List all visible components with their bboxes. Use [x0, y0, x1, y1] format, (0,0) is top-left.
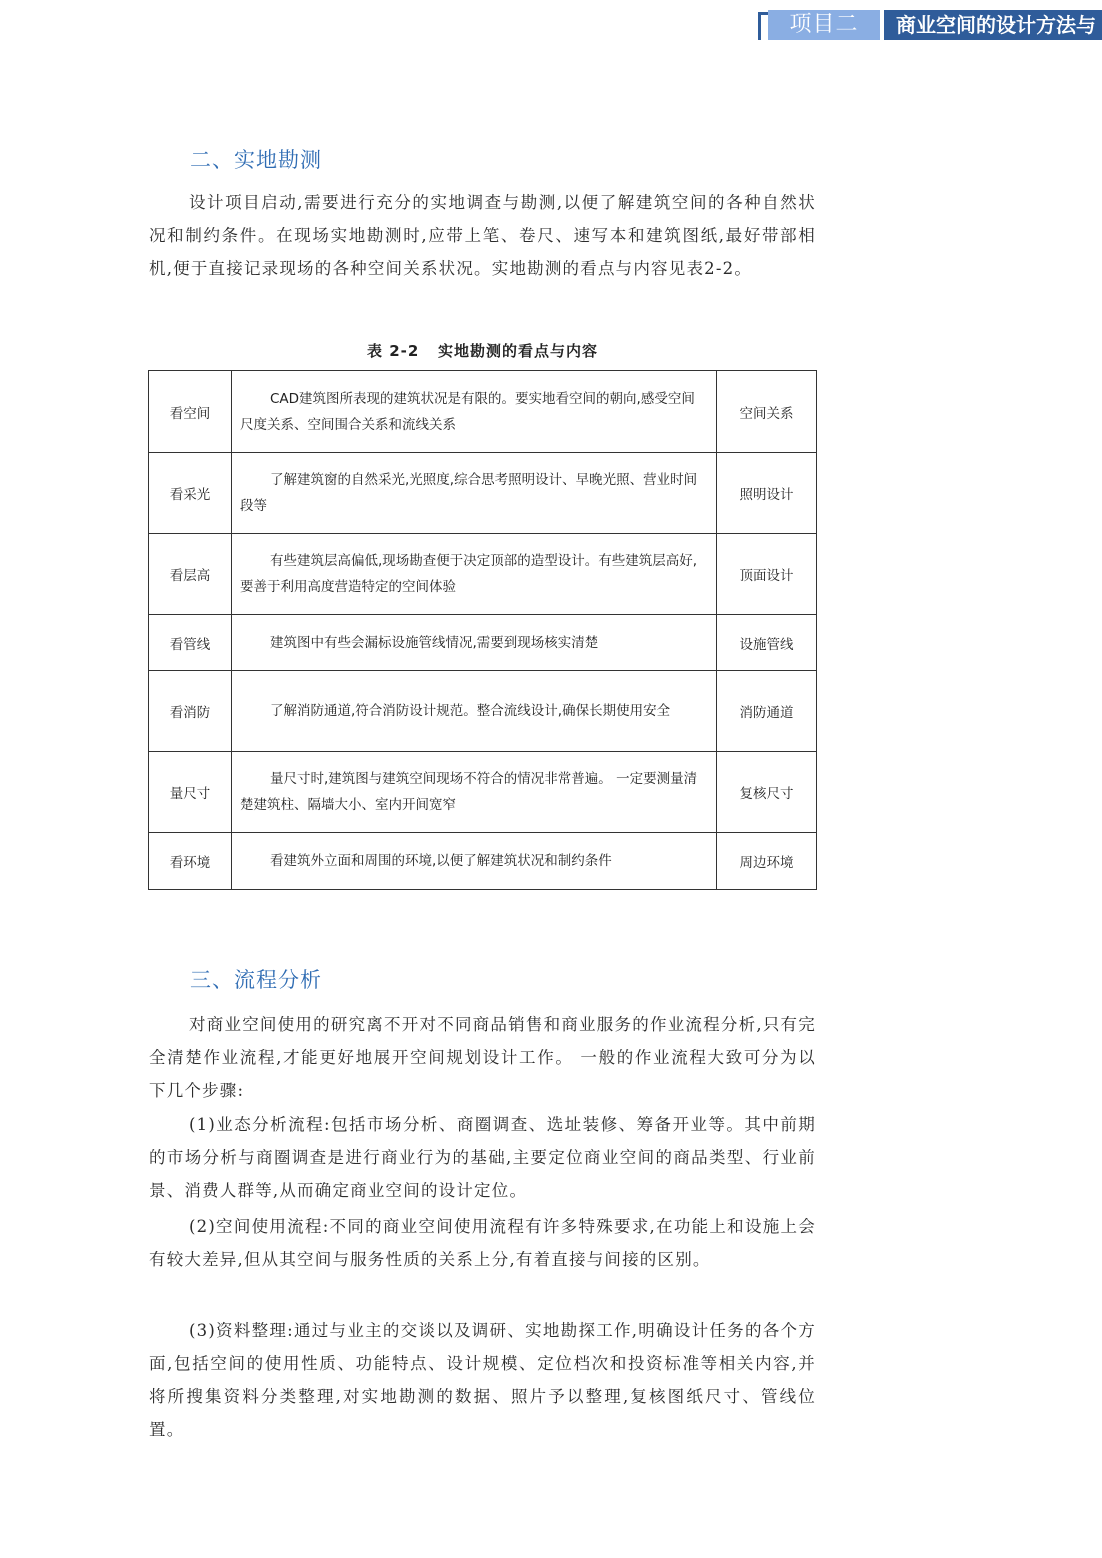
table-cell-item: 看采光 — [149, 453, 232, 534]
survey-table — [148, 370, 817, 890]
table-row — [149, 833, 817, 890]
table-cell-focus: 空间关系 — [717, 371, 817, 453]
table-cell-content: 建筑图中有些会漏标设施管线情况,需要到现场核实清楚 — [232, 615, 717, 671]
table-row — [149, 671, 817, 752]
table-cell-item: 看层高 — [149, 534, 232, 615]
table-cell-content: 了解消防通道,符合消防设计规范。整合流线设计,确保长期使用安全 — [232, 671, 717, 752]
section-title-survey: 二、实地勘测 — [190, 148, 322, 172]
table-cell-focus: 照明设计 — [717, 453, 817, 534]
table-cell-content: 看建筑外立面和周围的环境,以便了解建筑状况和制约条件 — [232, 833, 717, 890]
header-corner-mark-vertical — [758, 12, 761, 40]
table-caption: 表 2-2 实地勘测的看点与内容 — [367, 342, 598, 360]
table-cell-item: 看空间 — [149, 371, 232, 453]
table-cell-content: CAD建筑图所表现的建筑状况是有限的。要实地看空间的朝向,感受空间尺度关系、空间围合关系和流线关系 — [232, 371, 717, 453]
table-row — [149, 615, 817, 671]
table-row — [149, 371, 817, 453]
section-title-process: 三、流程分析 — [190, 968, 322, 992]
running-header — [758, 0, 1102, 40]
table-cell-item: 看消防 — [149, 671, 232, 752]
table-cell-focus: 复核尺寸 — [717, 752, 817, 833]
process-step-2: (2)空间使用流程:不同的商业空间使用流程有许多特殊要求,在功能上和设施上会有较大差异,但从其空间与服务性质的关系上分,有着直接与间接的区别。 — [149, 1217, 816, 1269]
survey-paragraph: 设计项目启动,需要进行充分的实地调查与勘测,以便了解建筑空间的各种自然状况和制约条件。在现场实地勘测时,应带上笔、卷尺、速写本和建筑图纸,最好带部相机,便于直接记录现场的各种空间关系状况。实地勘测的看点与内容见表2-2。 — [149, 193, 816, 278]
table-cell-item: 看环境 — [149, 833, 232, 890]
table-row — [149, 752, 817, 833]
table-cell-focus: 设施管线 — [717, 615, 817, 671]
header-project-label: 项目二 — [768, 10, 880, 40]
table-cell-content: 量尺寸时,建筑图与建筑空间现场不符合的情况非常普遍。 一定要测量清楚建筑柱、隔墙大小、室内开间宽窄 — [232, 752, 717, 833]
process-step-1: (1)业态分析流程:包括市场分析、商圈调查、选址装修、筹备开业等。其中前期的市场分析与商圈调查是进行商业行为的基础,主要定位商业空间的商品类型、行业前景、消费人群等,从而确定商业空间的设计定位。 — [149, 1115, 816, 1200]
table-row — [149, 534, 817, 615]
table-cell-item: 看管线 — [149, 615, 232, 671]
process-step-3: (3)资料整理:通过与业主的交谈以及调研、实地勘探工作,明确设计任务的各个方面,包括空间的使用性质、功能特点、设计规模、定位档次和投资标准等相关内容,并将所搜集资料分类整理,对实地勘测的数据、照片予以整理,复核图纸尺寸、管线位置。 — [149, 1321, 816, 1439]
table-cell-item: 量尺寸 — [149, 752, 232, 833]
process-intro-paragraph: 对商业空间使用的研究离不开对不同商品销售和商业服务的作业流程分析,只有完全清楚作业流程,才能更好地展开空间规划设计工作。 一般的作业流程大致可分为以下几个步骤: — [149, 1015, 816, 1100]
table-cell-focus: 消防通道 — [717, 671, 817, 752]
table-cell-focus: 顶面设计 — [717, 534, 817, 615]
table-cell-content: 有些建筑层高偏低,现场勘查便于决定顶部的造型设计。有些建筑层高好,要善于利用高度营造特定的空间体验 — [232, 534, 717, 615]
table-row — [149, 453, 817, 534]
header-chapter-title: 商业空间的设计方法与 — [884, 10, 1102, 40]
table-cell-content: 了解建筑窗的自然采光,光照度,综合思考照明设计、早晚光照、营业时间段等 — [232, 453, 717, 534]
table-cell-focus: 周边环境 — [717, 833, 817, 890]
